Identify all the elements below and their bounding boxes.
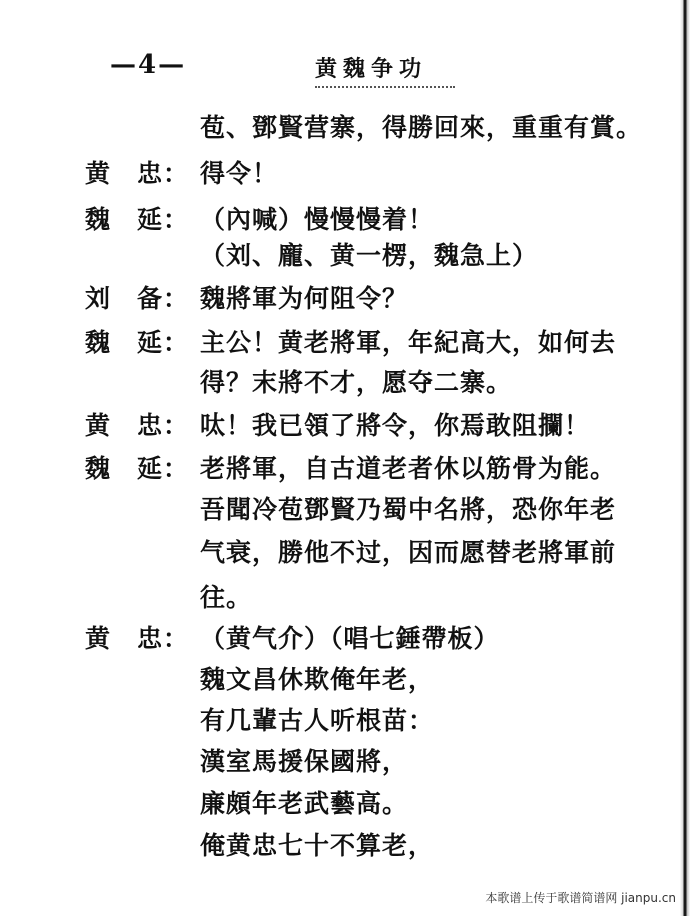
speaker-label: 魏 延： [85, 454, 190, 483]
script-line: 得令！ [200, 159, 279, 188]
speaker-label: 黄 忠： [85, 159, 190, 188]
speaker-label: 黄 忠： [85, 411, 190, 440]
running-title: 黄魏争功 [315, 56, 428, 82]
script-line: 苞、鄧賢营寨，得勝回來，重重有賞。 [200, 113, 643, 142]
lyric-line: 廉頗年老武藝高。 [200, 789, 409, 818]
script-line: 得？末將不才，愿夺二寨。 [200, 368, 513, 397]
script-line: 主公！黄老將軍，年紀高大，如何去 [200, 328, 617, 357]
speaker-label: 黄 忠： [85, 624, 190, 653]
lyric-line: 魏文昌休欺俺年老， [200, 665, 435, 694]
stage-direction: （刘、龐、黄一楞，魏急上） [200, 241, 539, 270]
page-number: —4— [110, 50, 187, 80]
lyric-line: 俺黄忠七十不算老， [200, 831, 435, 860]
script-line: （內喊）慢慢慢着！ [200, 205, 435, 234]
speaker-label: 魏 延： [85, 205, 190, 234]
page-edge-shadow [680, 0, 690, 916]
script-line: 魏將軍为何阻令？ [200, 284, 409, 313]
lyric-line: 有几輩古人听根苗： [200, 706, 435, 735]
script-line: 呔！我已領了將令，你焉敢阻攔！ [200, 411, 591, 440]
script-line: 吾聞冷苞鄧賢乃蜀中名將，恐你年老 [200, 495, 617, 524]
script-line: 气衰，勝他不过，因而愿替老將軍前 [200, 538, 617, 567]
script-line: 老將軍，自古道老者休以筋骨为能。 [200, 454, 617, 483]
stage-direction: （黄气介）（唱七錘帶板） [200, 624, 500, 653]
speaker-label: 魏 延： [85, 328, 190, 357]
title-underline [315, 86, 455, 88]
script-line: 往。 [200, 583, 253, 612]
lyric-line: 漢室馬援保國將， [200, 747, 409, 776]
speaker-label: 刘 备： [85, 284, 190, 313]
source-watermark: 本歌谱上传于歌谱简谱网 jianpu.cn [485, 891, 676, 905]
